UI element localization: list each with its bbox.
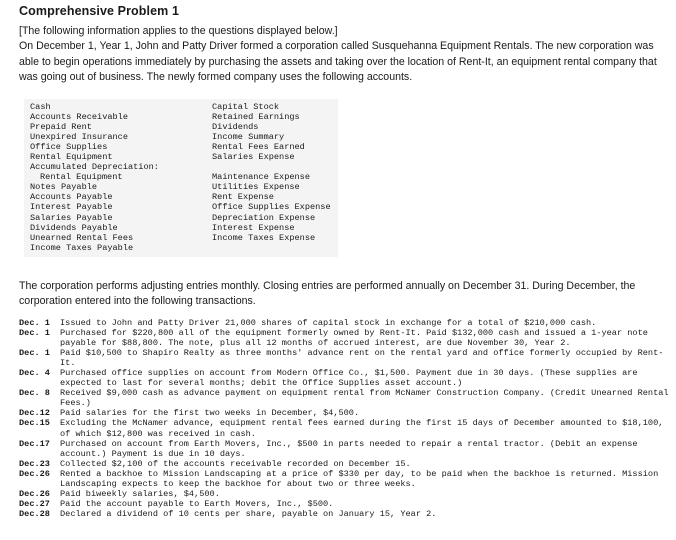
account-item: Interest Expense xyxy=(212,222,295,233)
transaction-text: Issued to John and Patty Driver 21,000 shares of capital stock in exchange for a total of $210,000 cash. xyxy=(60,318,597,328)
account-item: Utilities Expense xyxy=(212,182,300,193)
transaction-row xyxy=(19,439,669,459)
transaction-date: Dec.26 xyxy=(19,488,50,499)
account-item: Cash xyxy=(30,102,51,112)
column-spacer xyxy=(212,162,331,172)
account-item: Rental Fees Earned xyxy=(212,142,305,153)
transaction-text: Paid the account payable to Earth Movers, Inc., $500. xyxy=(60,498,334,509)
account-item: Accounts Payable xyxy=(30,192,113,203)
account-item: Prepaid Rent xyxy=(30,122,92,133)
intro-section xyxy=(19,24,665,86)
transaction-text: Excluding the McNamer advance, equipment rental fees earned during the first 15 days of December amounted to $18,100, of which $12,800 was received in cash. xyxy=(60,418,664,439)
transaction-row xyxy=(19,469,669,489)
intro-body: On December 1, Year 1, John and Patty Driver formed a corporation called Susquehanna Equipment Rentals. The new corporation was able to begin operations immediately by purchasing the assets and taking over the location of Rent-It, an equipment rental company that was going out of business. The newly formed company uses the following accounts. xyxy=(19,40,657,84)
transaction-date: Dec.26 xyxy=(19,468,50,479)
transaction-row xyxy=(19,418,669,438)
account-item: Capital Stock xyxy=(212,102,280,112)
account-item: Accumulated Depreciation: xyxy=(30,162,159,173)
transaction-row xyxy=(19,348,669,368)
transaction-row xyxy=(19,388,669,408)
intro-note: [The following information applies to the questions displayed below.] xyxy=(19,25,338,37)
account-item: Maintenance Expense xyxy=(212,172,310,183)
transaction-text: Rented a backhoe to Mission Landscaping at a price of $330 per day, to be paid when the backhoe is returned. Mission Landscaping expects to keep the backhoe for about two or three weeks. xyxy=(60,468,659,489)
transaction-date: Dec. 8 xyxy=(19,388,50,399)
transaction-row xyxy=(19,459,669,469)
instructions-text: The corporation performs adjusting entries monthly. Closing entries are performed annually on December 31. During December, the corporation entered into the following transactions. xyxy=(19,280,636,308)
account-item: Office Supplies xyxy=(30,142,108,153)
transaction-date: Dec.12 xyxy=(19,408,50,419)
account-item: Dividends xyxy=(212,122,259,133)
account-item: Income Summary xyxy=(212,132,285,143)
account-item: Income Taxes Payable xyxy=(30,242,134,253)
account-item: Unexpired Insurance xyxy=(30,132,128,143)
transaction-row xyxy=(19,328,669,348)
transaction-row xyxy=(19,489,669,499)
account-item: Salaries Expense xyxy=(212,152,295,163)
account-item: Notes Payable xyxy=(30,182,98,193)
transaction-date: Dec.28 xyxy=(19,508,50,519)
account-item: Retained Earnings xyxy=(212,112,300,123)
transaction-date: Dec.17 xyxy=(19,438,50,449)
account-item: Interest Payable xyxy=(30,202,113,213)
transaction-text: Paid biweekly salaries, $4,500. xyxy=(60,488,220,499)
account-item: Rent Expense xyxy=(212,192,274,203)
transaction-row xyxy=(19,368,669,388)
transaction-row xyxy=(19,499,669,509)
account-item: Rental Equipment xyxy=(40,172,123,183)
transaction-date: Dec. 1 xyxy=(19,318,50,328)
transaction-date: Dec. 4 xyxy=(19,368,50,379)
transaction-date: Dec.27 xyxy=(19,498,50,509)
account-item: Office Supplies Expense xyxy=(212,202,331,213)
transactions-list xyxy=(19,318,669,519)
transaction-text: Purchased on account from Earth Movers, Inc., $500 in parts needed to repair a rental tractor. (Debit an expense account.) Payment is due in 10 days. xyxy=(60,438,638,459)
account-item: Income Taxes Expense xyxy=(212,232,316,243)
account-item: Unearned Rental Fees xyxy=(30,232,134,243)
transaction-text: Paid $10,500 to Shapiro Realty as three months' advance rent on the rental yard and office formerly occupied by Rent-It. xyxy=(60,348,664,369)
account-item: Depreciation Expense xyxy=(212,212,316,223)
transaction-text: Purchased for $220,800 all of the equipment formerly owned by Rent-It. Paid $132,000 cash and issued a 1-year note payable for $88,800. The note, plus all 12 months of accrued interest, are due November 30, Year 2. xyxy=(60,328,648,349)
transaction-date: Dec. 1 xyxy=(19,348,50,359)
transaction-text: Declared a dividend of 10 cents per share, payable on January 15, Year 2. xyxy=(60,508,437,519)
transaction-date: Dec.23 xyxy=(19,458,50,469)
transaction-text: Collected $2,100 of the accounts receivable recorded on December 15. xyxy=(60,458,411,469)
transaction-row xyxy=(19,408,669,418)
account-item: Rental Equipment xyxy=(30,152,113,163)
instructions-paragraph xyxy=(19,279,665,310)
problem-title: Comprehensive Problem 1 xyxy=(19,4,179,18)
transaction-text: Purchased office supplies on account from Modern Office Co., $1,500. Payment due in 30 days. (These supplies are expected to last for several months; debit the Office Supplies asset account.) xyxy=(60,368,638,389)
transaction-text: Received $9,000 cash as advance payment on equipment rental from McNamer Construction Company. (Credit Unearned Rental Fees.) xyxy=(60,388,669,409)
account-item: Salaries Payable xyxy=(30,212,113,223)
transaction-text: Paid salaries for the first two weeks in December, $4,500. xyxy=(60,408,360,419)
accounts-left-column xyxy=(30,102,159,253)
transaction-row xyxy=(19,509,669,519)
transaction-row xyxy=(19,318,669,328)
accounts-right-column xyxy=(212,102,331,243)
chart-of-accounts xyxy=(24,99,338,257)
transaction-date: Dec.15 xyxy=(19,418,50,429)
transaction-date: Dec. 1 xyxy=(19,328,50,339)
account-item: Accounts Receivable xyxy=(30,112,128,123)
account-item: Dividends Payable xyxy=(30,222,118,233)
